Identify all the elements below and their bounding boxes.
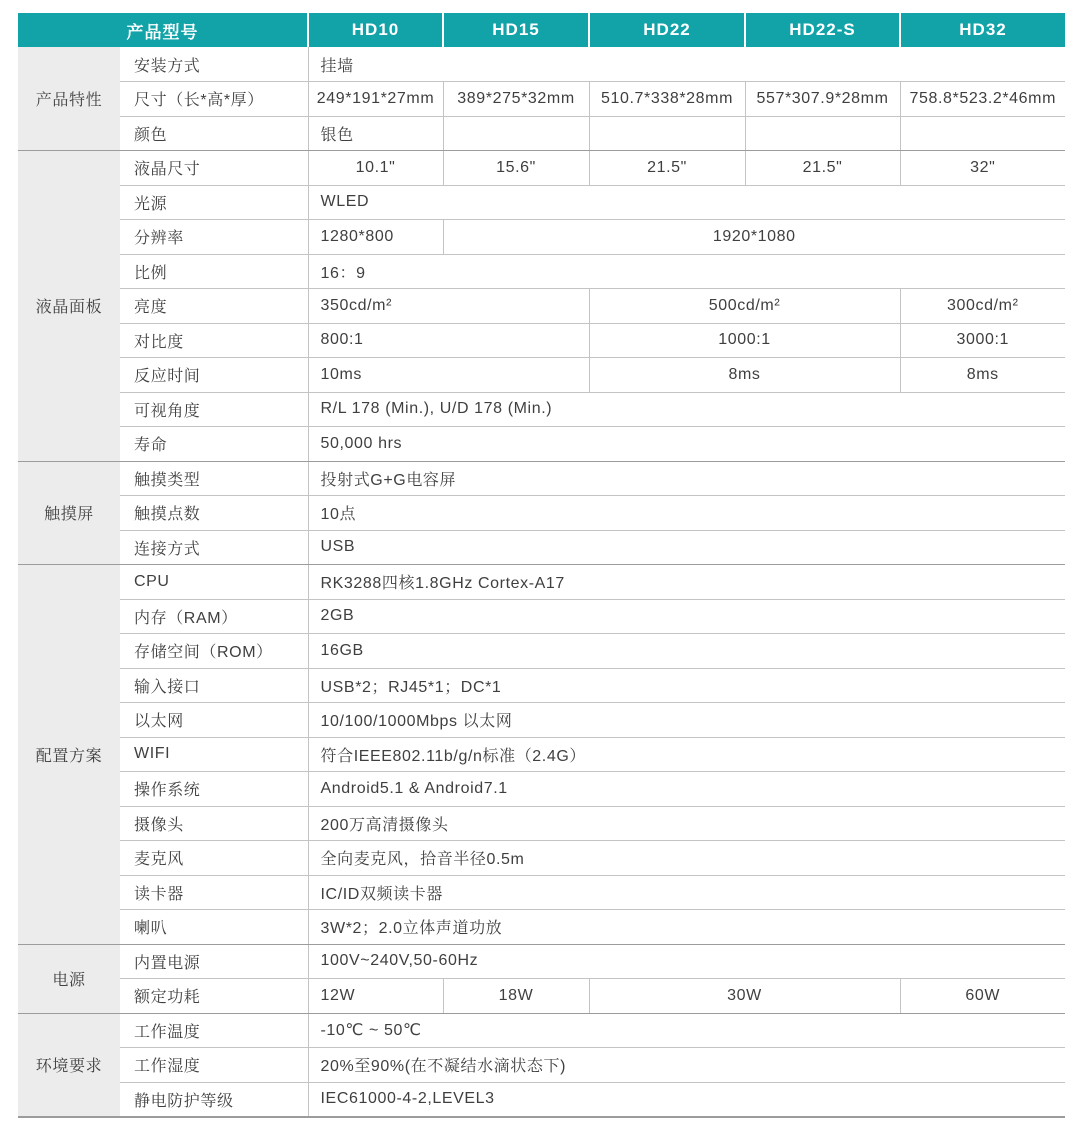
spec-value [443,116,589,151]
row-label: 内存（RAM） [120,599,308,634]
spec-row [18,116,1065,151]
spec-row [18,47,1065,82]
spec-row [18,944,1065,979]
row-label: 光源 [120,185,308,220]
row-label: 喇叭 [120,910,308,945]
row-label: 额定功耗 [120,979,308,1014]
spec-row [18,737,1065,772]
header-model-hd32: HD32 [900,13,1065,47]
header-product-model-label: 产品型号 [18,13,308,47]
group-label-configuration: 配置方案 [18,565,120,945]
spec-value: USB [308,530,1065,565]
header-model-hd15: HD15 [443,13,589,47]
row-label: 可视角度 [120,392,308,427]
row-label: 存储空间（ROM） [120,634,308,669]
spec-value: 557*307.9*28mm [745,82,900,117]
row-label: 工作温度 [120,1013,308,1048]
spec-value: 全向麦克风，拾音半径0.5m [308,841,1065,876]
header-model-hd10: HD10 [308,13,443,47]
spec-value: 300cd/m² [900,289,1065,324]
spec-value: 1000:1 [589,323,900,358]
spec-value: 60W [900,979,1065,1014]
spec-value: 10ms [308,358,589,393]
spec-row [18,1013,1065,1048]
spec-value: 100V~240V,50-60Hz [308,944,1065,979]
spec-value: -10℃ ~ 50℃ [308,1013,1065,1048]
spec-value: USB*2；RJ45*1；DC*1 [308,668,1065,703]
spec-value: 8ms [589,358,900,393]
row-label: CPU [120,565,308,600]
spec-value: WLED [308,185,1065,220]
spec-value: 510.7*338*28mm [589,82,745,117]
header-model-hd22s: HD22-S [745,13,900,47]
row-label: 反应时间 [120,358,308,393]
spec-value: 挂墙 [308,47,1065,82]
spec-row [18,910,1065,945]
spec-value: 30W [589,979,900,1014]
spec-row [18,806,1065,841]
spec-row [18,496,1065,531]
spec-value: 500cd/m² [589,289,900,324]
spec-value: 16：9 [308,254,1065,289]
row-label: 寿命 [120,427,308,462]
row-label: 触摸类型 [120,461,308,496]
table-header-row [18,13,1065,47]
row-label: 亮度 [120,289,308,324]
spec-row [18,703,1065,738]
spec-row [18,530,1065,565]
spec-value: 18W [443,979,589,1014]
spec-value: 投射式G+G电容屏 [308,461,1065,496]
spec-row [18,979,1065,1014]
spec-value: 3000:1 [900,323,1065,358]
spec-value: 银色 [308,116,443,151]
spec-row [18,358,1065,393]
spec-value: 200万高清摄像头 [308,806,1065,841]
spec-value: 10点 [308,496,1065,531]
group-label-features: 产品特性 [18,47,120,151]
row-label: 尺寸（长*高*厚） [120,82,308,117]
spec-value [745,116,900,151]
row-label: 连接方式 [120,530,308,565]
row-label: 操作系统 [120,772,308,807]
spec-row [18,599,1065,634]
spec-value: 20%至90%(在不凝结水滴状态下) [308,1048,1065,1083]
spec-row [18,323,1065,358]
spec-value: 16GB [308,634,1065,669]
spec-row [18,668,1065,703]
spec-value: 10/100/1000Mbps 以太网 [308,703,1065,738]
row-label: 颜色 [120,116,308,151]
spec-row [18,427,1065,462]
spec-row [18,151,1065,186]
row-label: 输入接口 [120,668,308,703]
spec-row [18,565,1065,600]
group-label-touch-screen: 触摸屏 [18,461,120,565]
spec-row [18,392,1065,427]
group-label-lcd-panel: 液晶面板 [18,151,120,462]
spec-value: IC/ID双频读卡器 [308,875,1065,910]
spec-row [18,841,1065,876]
spec-value: 符合IEEE802.11b/g/n标准（2.4G） [308,737,1065,772]
spec-row [18,772,1065,807]
spec-row [18,634,1065,669]
spec-value: 12W [308,979,443,1014]
spec-value: 15.6" [443,151,589,186]
row-label: 工作湿度 [120,1048,308,1083]
spec-value: 8ms [900,358,1065,393]
row-label: 安装方式 [120,47,308,82]
spec-row [18,254,1065,289]
spec-row [18,875,1065,910]
row-label: 比例 [120,254,308,289]
spec-value: IEC61000-4-2,LEVEL3 [308,1082,1065,1117]
row-label: 液晶尺寸 [120,151,308,186]
spec-row [18,461,1065,496]
spec-value: 21.5" [589,151,745,186]
header-model-hd22: HD22 [589,13,745,47]
row-label: 分辨率 [120,220,308,255]
group-label-power: 电源 [18,944,120,1013]
spec-value: 32" [900,151,1065,186]
spec-row [18,220,1065,255]
spec-value [900,116,1065,151]
row-label: 触摸点数 [120,496,308,531]
spec-row [18,1048,1065,1083]
spec-value: 50,000 hrs [308,427,1065,462]
spec-row [18,1082,1065,1117]
spec-value: 800:1 [308,323,589,358]
spec-value: 10.1" [308,151,443,186]
row-label: 摄像头 [120,806,308,841]
spec-value: 1280*800 [308,220,443,255]
spec-row [18,185,1065,220]
spec-value: Android5.1 & Android7.1 [308,772,1065,807]
row-label: 内置电源 [120,944,308,979]
spec-value [589,116,745,151]
group-label-environment: 环境要求 [18,1013,120,1117]
row-label: WIFI [120,737,308,772]
spec-value: 350cd/m² [308,289,589,324]
row-label: 静电防护等级 [120,1082,308,1117]
row-label: 读卡器 [120,875,308,910]
spec-value: 758.8*523.2*46mm [900,82,1065,117]
spec-value: 21.5" [745,151,900,186]
row-label: 以太网 [120,703,308,738]
spec-value: 389*275*32mm [443,82,589,117]
spec-row [18,289,1065,324]
spec-value: RK3288四核1.8GHz Cortex-A17 [308,565,1065,600]
spec-value: 249*191*27mm [308,82,443,117]
spec-value: 1920*1080 [443,220,1065,255]
spec-row [18,82,1065,117]
row-label: 对比度 [120,323,308,358]
product-spec-table [18,13,1065,1118]
spec-value: 3W*2；2.0立体声道功放 [308,910,1065,945]
row-label: 麦克风 [120,841,308,876]
spec-sheet [18,13,1065,1118]
spec-value: R/L 178 (Min.), U/D 178 (Min.) [308,392,1065,427]
spec-value: 2GB [308,599,1065,634]
